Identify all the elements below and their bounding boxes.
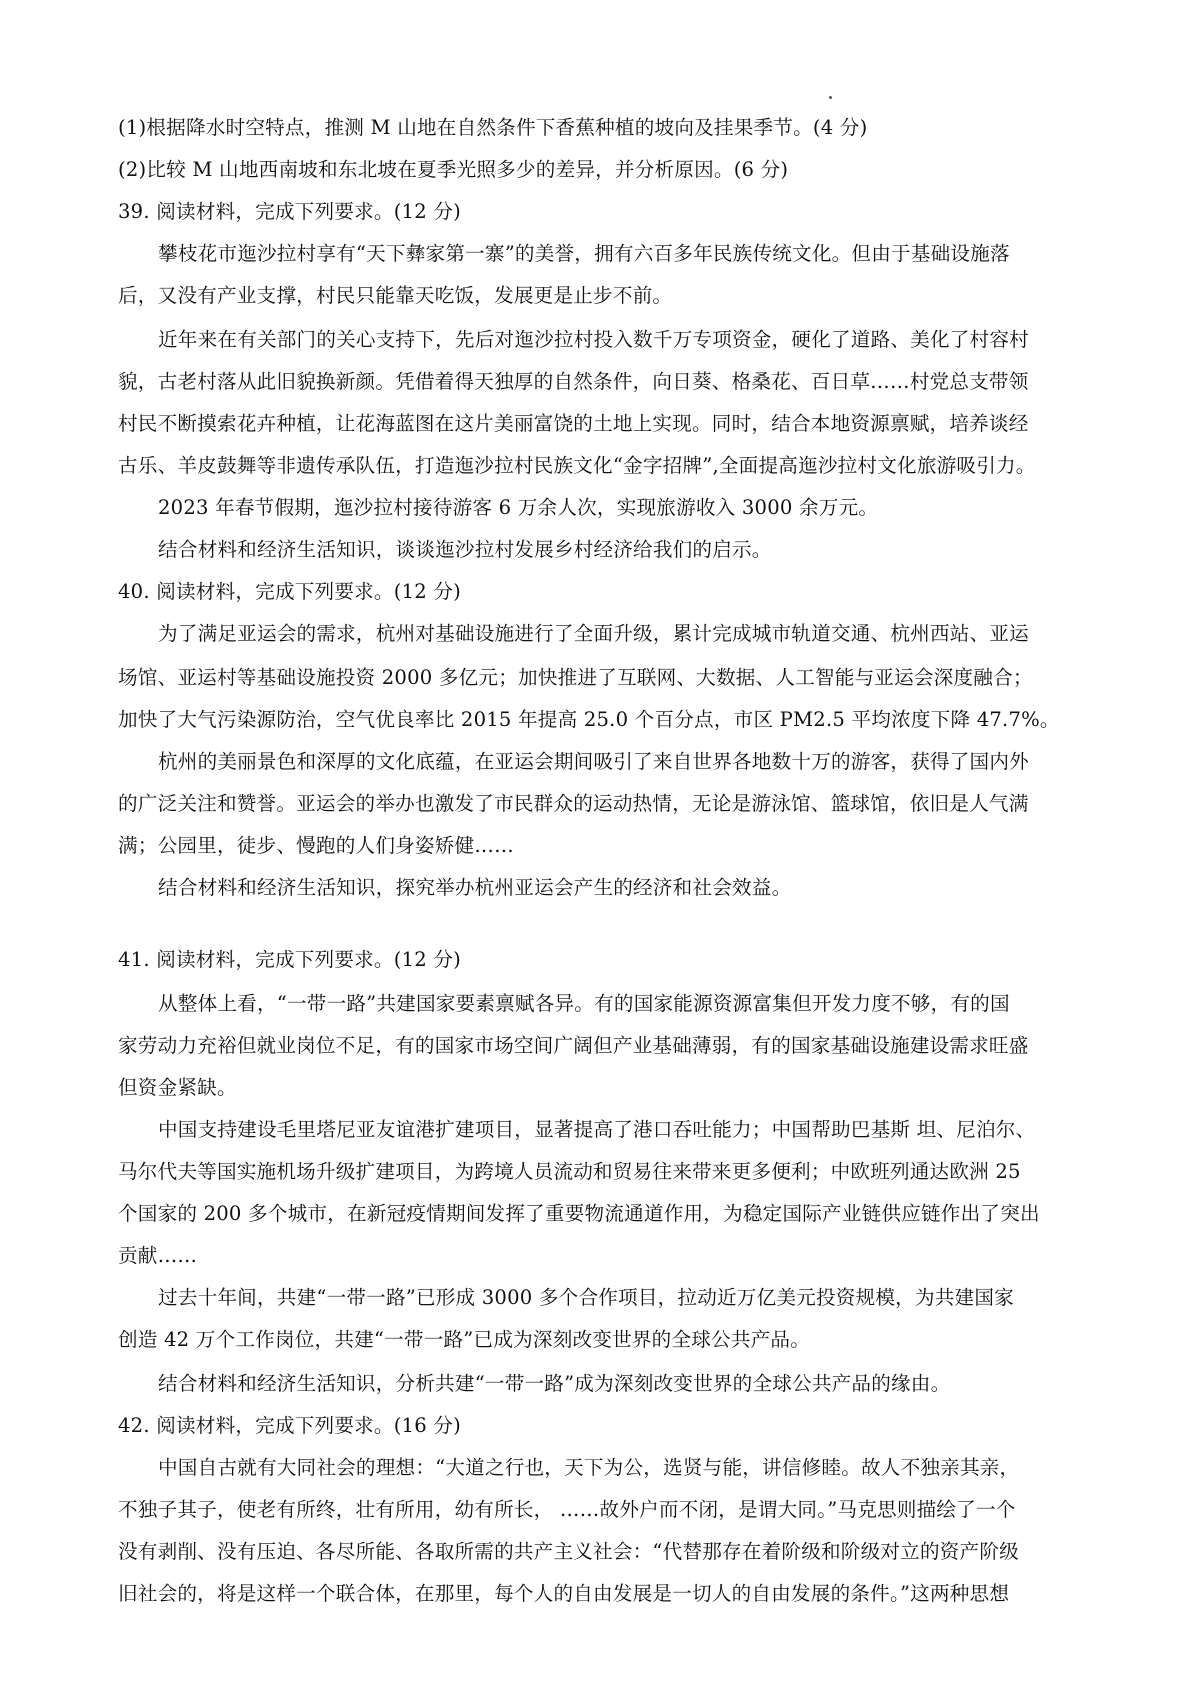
q40-paragraph-line: 加快了大气污染源防治，空气优良率比 2015 年提高 25.0 个百分点，市区 PM2.5 平均浓度下降 47.7%。: [118, 708, 1060, 731]
q41-paragraph-line: 创造 42 万个工作岗位，共建“一带一路”已成为深刻改变世界的全球公共产品。: [118, 1328, 811, 1351]
q40-header: 40. 阅读材料，完成下列要求。(12 分): [118, 580, 461, 603]
q41-header: 41. 阅读材料，完成下列要求。(12 分): [118, 948, 461, 971]
q39-paragraph-line: 村民不断摸索花卉种植，让花海蓝图在这片美丽富饶的土地上实现。同时，结合本地资源禀赋，培养谈经: [118, 412, 1029, 435]
q40-paragraph-line: 为了满足亚运会的需求，杭州对基础设施进行了全面升级，累计完成城市轨道交通、杭州西站、亚运: [158, 622, 1029, 645]
q39-paragraph-line: 后，又没有产业支撑，村民只能靠天吃饭，发展更是止步不前。: [118, 284, 673, 307]
q39-paragraph-line: 2023 年春节假期，迤沙拉村接待游客 6 万余人次，实现旅游收入 3000 余万元。: [158, 496, 879, 519]
q42-header: 42. 阅读材料，完成下列要求。(16 分): [118, 1414, 461, 1437]
q41-paragraph-line: 过去十年间，共建“一带一路”已形成 3000 多个合作项目，拉动近万亿美元投资规模，为共建国家: [158, 1286, 1014, 1309]
q40-paragraph-line: 满；公园里，徒步、慢跑的人们身姿矫健……: [118, 834, 514, 857]
q40-question: 结合材料和经济生活知识，探究举办杭州亚运会产生的经济和社会效益。: [158, 876, 792, 899]
q41-paragraph-line: 中国支持建设毛里塔尼亚友谊港扩建项目，显著提高了港口吞吐能力；中国帮助巴基斯 坦、尼泊尔、: [158, 1118, 1036, 1141]
q39-paragraph-line: 攀枝花市迤沙拉村享有“天下彝家第一寨”的美誉，拥有六百多年民族传统文化。但由于基础设施落: [158, 242, 1010, 265]
q41-paragraph-line: 从整体上看，“一带一路”共建国家要素禀赋各异。有的国家能源资源富集但开发力度不够，有的国: [158, 992, 1010, 1015]
q41-paragraph-line: 但资金紧缺。: [118, 1076, 237, 1099]
q39-question: 结合材料和经济生活知识，谈谈迤沙拉村发展乡村经济给我们的启示。: [158, 538, 772, 561]
q39-paragraph-line: 近年来在有关部门的关心支持下，先后对迤沙拉村投入数千万专项资金，硬化了道路、美化了村容村: [158, 328, 1029, 351]
q41-paragraph-line: 家劳动力充裕但就业岗位不足，有的国家市场空间广阔但产业基础薄弱，有的国家基础设施建设需求旺盛: [118, 1034, 1029, 1057]
q39-paragraph-line: 貌，古老村落从此旧貌换新颜。凭借着得天独厚的自然条件，向日葵、格桑花、百日草……村党总支带领: [118, 370, 1029, 393]
q42-paragraph-line: 旧社会的，将是这样一个联合体，在那里，每个人的自由发展是一切人的自由发展的条件。”这两种思想: [118, 1582, 1010, 1605]
q40-paragraph-line: 杭州的美丽景色和深厚的文化底蕴，在亚运会期间吸引了来自世界各地数十万的游客，获得了国内外: [158, 750, 1029, 773]
q42-paragraph-line: 没有剥削、没有压迫、各尽所能、各取所需的共产主义社会：“代替那存在着阶级和阶级对立的资产阶级: [118, 1540, 1019, 1563]
scan-dot: [829, 96, 832, 99]
q38-sub2: (2)比较 M 山地西南坡和东北坡在夏季光照多少的差异，并分析原因。(6 分): [118, 158, 789, 181]
q41-paragraph-line: 个国家的 200 多个城市，在新冠疫情期间发挥了重要物流通道作用，为稳定国际产业链供应链作出了突出: [118, 1202, 1040, 1225]
q38-sub1: (1)根据降水时空特点，推测 M 山地在自然条件下香蕉种植的坡向及挂果季节。(4 分): [118, 116, 868, 139]
q42-paragraph-line: 不独子其子，使老有所终，壮有所用，幼有所长， ……故外户而不闭，是谓大同。”马克思则描绘了一个: [118, 1498, 1016, 1521]
q40-paragraph-line: 的广泛关注和赞誉。亚运会的举办也激发了市民群众的运动热情，无论是游泳馆、篮球馆，依旧是人气满: [118, 792, 1029, 815]
q39-header: 39. 阅读材料，完成下列要求。(12 分): [118, 200, 461, 223]
q41-paragraph-line: 贡献……: [118, 1244, 198, 1267]
q41-question: 结合材料和经济生活知识，分析共建“一带一路”成为深刻改变世界的全球公共产品的缘由。: [158, 1372, 951, 1395]
q41-paragraph-line: 马尔代夫等国实施机场升级扩建项目，为跨境人员流动和贸易往来带来更多便利；中欧班列通达欧洲 25: [118, 1160, 1021, 1183]
q40-paragraph-line: 场馆、亚运村等基础设施投资 2000 多亿元；加快推进了互联网、大数据、人工智能与亚运会深度融合；: [118, 666, 1033, 689]
q42-paragraph-line: 中国自古就有大同社会的理想：“大道之行也，天下为公，选贤与能，讲信修睦。故人不独亲其亲，: [158, 1456, 1020, 1479]
q39-paragraph-line: 古乐、羊皮鼓舞等非遗传承队伍，打造迤沙拉村民族文化“金字招牌”,全面提高迤沙拉村文化旅游吸引力。: [118, 454, 1036, 477]
